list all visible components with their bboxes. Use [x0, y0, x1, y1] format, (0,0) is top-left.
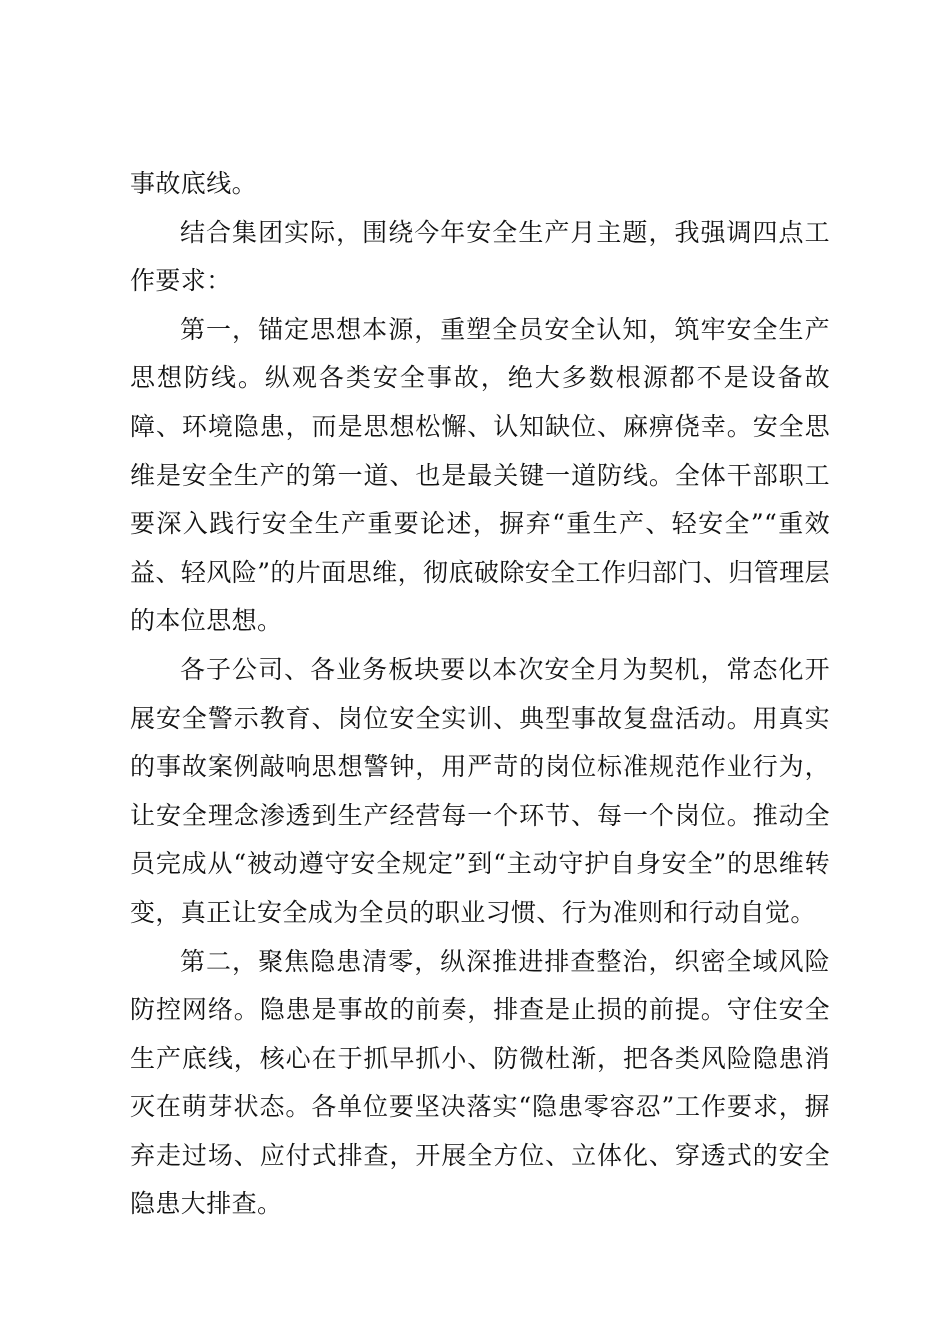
- paragraph: 事故底线。: [130, 169, 258, 198]
- paragraph: 各子公司、各业务板块要以本次安全月为契机，常态化开展安全警示教育、岗位安全实训、典型事故复盘活动。用真实的事故案例敲响思想警钟，用严苛的岗位标准规范作业行为，让安全理念渗透到生产经营每一个环节、每一个岗位。推动全员完成从“被动遵守安全规定”到“主动守护自身安全”的思维转变，真正让安全成为全员的职业习惯、行为准则和行动自觉。: [130, 654, 830, 927]
- paragraph: 第二，聚焦隐患清零，纵深推进排查整治，织密全域风险防控网络。隐患是事故的前奏，排查是止损的前提。守住安全生产底线，核心在于抓早抓小、防微杜渐，把各类风险隐患消灭在萌芽状态。各单位要坚决落实“隐患零容忍”工作要求，摒弃走过场、应付式排查，开展全方位、立体化、穿透式的安全隐患大排查。: [130, 946, 830, 1219]
- document-body: [130, 160, 830, 1229]
- paragraph: 结合集团实际，围绕今年安全生产月主题，我强调四点工作要求：: [130, 217, 830, 296]
- paragraph: 第一，锚定思想本源，重塑全员安全认知，筑牢安全生产思想防线。纵观各类安全事故，绝大多数根源都不是设备故障、环境隐患，而是思想松懈、认知缺位、麻痹侥幸。安全思维是安全生产的第一道、也是最关键一道防线。全体干部职工要深入践行安全生产重要论述，摒弃“重生产、轻安全”“重效益、轻风险”的片面思维，彻底破除安全工作归部门、归管理层的本位思想。: [130, 314, 830, 636]
